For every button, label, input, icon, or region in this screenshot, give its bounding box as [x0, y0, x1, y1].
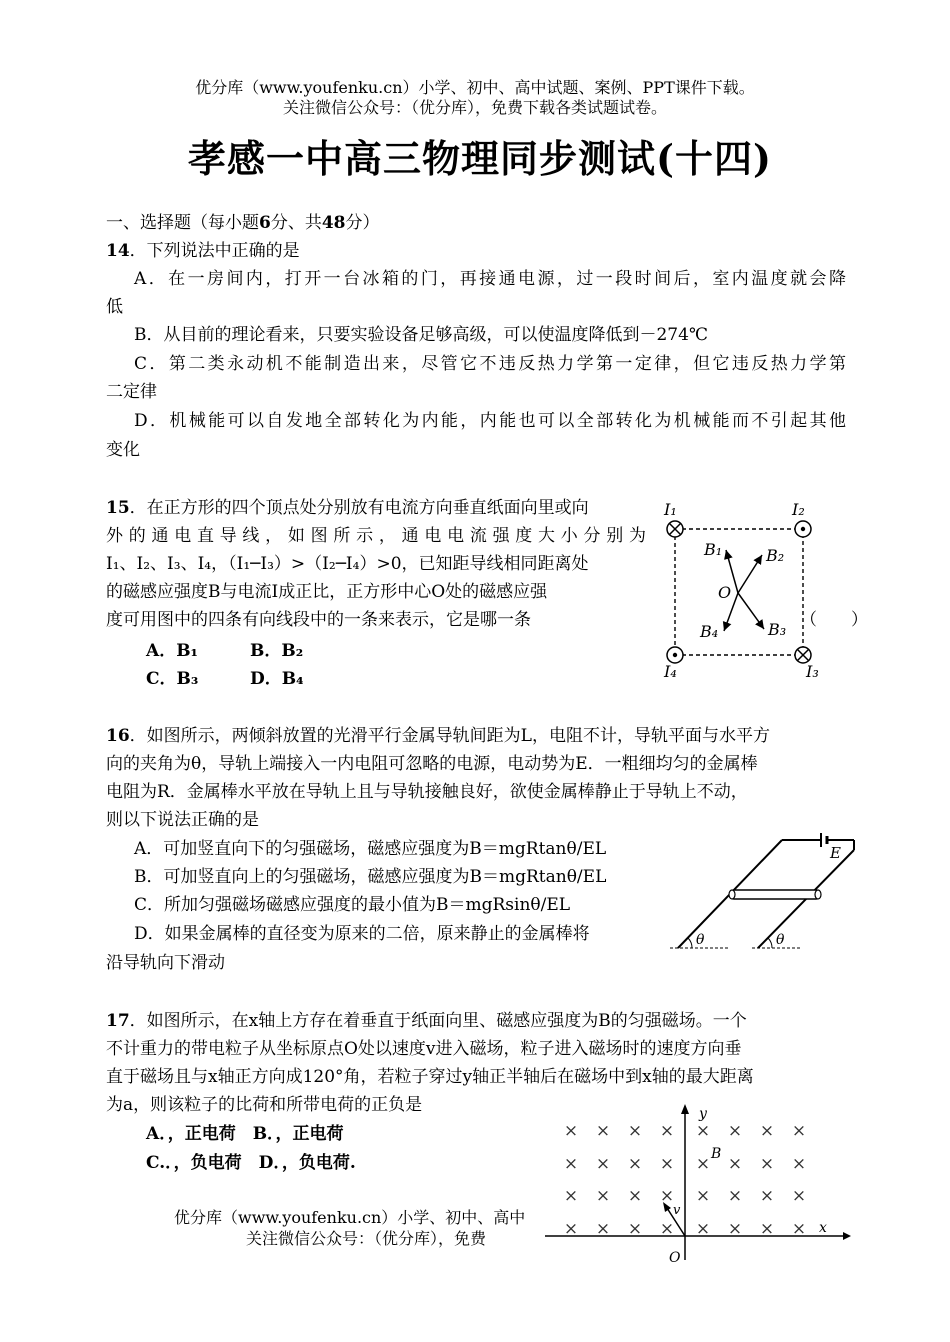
- field-cross: ×: [595, 1121, 611, 1141]
- vector-b2-arrow: [738, 555, 762, 593]
- q14-option-c-line1: C．第二类永动机不能制造出来，尽管它不违反热力学第一定律，但它违反热力学第: [134, 354, 846, 374]
- q16-option-c: C．所加匀强磁场磁感应强度的最小值为B＝mgRsinθ/EL: [134, 895, 571, 915]
- label-i1: I₁: [664, 500, 677, 519]
- field-cross: ×: [759, 1121, 775, 1141]
- q16-figure: [670, 830, 860, 960]
- field-cross: ×: [695, 1154, 711, 1174]
- q17-figure: [545, 1098, 855, 1268]
- angle-arc-right: [768, 938, 772, 948]
- section-heading: [106, 210, 380, 237]
- q17-line1: [106, 1008, 747, 1035]
- q14-option-a-line2: 低: [106, 297, 123, 317]
- label-b4: B₄: [700, 622, 719, 641]
- field-cross: ×: [659, 1121, 675, 1141]
- field-cross: ×: [563, 1219, 579, 1239]
- page-title: 孝感一中高三物理同步测试(十四): [188, 136, 772, 181]
- q15-line2: 外的通电直导线，如图所示，通电电流强度大小分别为: [106, 526, 646, 546]
- label-center-o: O: [718, 583, 732, 602]
- vector-b3-arrow: [738, 593, 764, 629]
- q15-line3: I₁、I₂、I₃、I₄，（I₁─I₃）>（I₂─I₄）>0，已知距导线相同距离处: [106, 554, 589, 574]
- field-cross: ×: [563, 1186, 579, 1206]
- wire-i4-out-of-page: [667, 647, 683, 663]
- label-theta-right: θ: [776, 932, 785, 948]
- field-cross: ×: [659, 1219, 675, 1239]
- field-cross: ×: [727, 1186, 743, 1206]
- q15-line4: 的磁感应强度B与电流I成正比，正方形中心O处的磁感应强: [106, 582, 548, 602]
- q14-option-d-line2: 变化: [106, 440, 140, 460]
- field-cross: ×: [791, 1186, 807, 1206]
- q15-number: 15: [106, 498, 130, 518]
- label-b2: B₂: [766, 546, 785, 565]
- field-cross: ×: [659, 1154, 675, 1174]
- q16-option-d-line2: 沿导轨向下滑动: [106, 953, 225, 973]
- field-cross: ×: [695, 1219, 711, 1239]
- field-cross: ×: [727, 1219, 743, 1239]
- q14-stem-text: ．下列说法中正确的是: [129, 241, 300, 261]
- q15-figure: [650, 495, 850, 685]
- q14-option-c-line2: 二定律: [106, 382, 157, 402]
- label-theta-left: θ: [696, 932, 705, 948]
- header-line-2: 关注微信公众号：（优分库），免费下载各类试题试卷。: [282, 98, 667, 117]
- label-i3: I₃: [806, 662, 819, 681]
- q14-option-a-line1: A．在一房间内，打开一台冰箱的门，再接通电源，过一段时间后，室内温度就会降: [134, 269, 846, 289]
- y-axis-arrowhead: [681, 1104, 689, 1114]
- q15-line1-text: ．在正方形的四个顶点处分别放有电流方向垂直纸面向里或向: [129, 498, 589, 518]
- q16-option-b: B．可加竖直向上的匀强磁场，磁感应强度为B＝mgRtanθ/EL: [134, 867, 607, 887]
- q14-stem: [106, 238, 300, 265]
- label-origin-o: O: [669, 1250, 681, 1266]
- field-cross: ×: [759, 1219, 775, 1239]
- section-pre: 一、选择题（每小题: [106, 213, 259, 233]
- wire-i2-out-of-page: [795, 521, 811, 537]
- rod-end-right: [815, 890, 821, 899]
- label-emf-e: E: [830, 844, 841, 862]
- q15-option-c: C．B₃: [146, 669, 199, 689]
- footer-line-2: 关注微信公众号：（优分库），免费: [246, 1229, 487, 1248]
- x-axis-arrowhead: [843, 1232, 851, 1240]
- label-field-b: B: [711, 1146, 722, 1162]
- q14-number: 14: [106, 241, 130, 261]
- q14-option-b: B．从目前的理论看来，只要实验设备足够高级，可以使温度降低到－274℃: [134, 325, 708, 345]
- section-mid: 分、共: [270, 213, 322, 233]
- field-cross: ×: [791, 1154, 807, 1174]
- q15-option-a: A．B₁: [146, 641, 199, 661]
- label-y-axis: y: [699, 1106, 707, 1122]
- field-cross: ×: [627, 1121, 643, 1141]
- field-cross: ×: [695, 1121, 711, 1141]
- q16-line2: 向的夹角为θ，导轨上端接入一内电阻可忽略的电源，电动势为E．一粗细均匀的金属棒: [106, 754, 758, 774]
- field-cross: ×: [595, 1186, 611, 1206]
- field-cross: ×: [595, 1154, 611, 1174]
- q17-line2: 不计重力的带电粒子从坐标原点O处以速度v进入磁场，粒子进入磁场时的速度方向垂: [106, 1039, 742, 1059]
- label-i4: I₄: [664, 662, 677, 681]
- q16-line1: [106, 723, 770, 750]
- section-post: 分）: [345, 213, 380, 233]
- wire-i3-into-page: [795, 647, 811, 663]
- field-cross: ×: [759, 1154, 775, 1174]
- angle-arc-left: [688, 938, 692, 948]
- field-cross: ×: [791, 1219, 807, 1239]
- field-cross: ×: [791, 1121, 807, 1141]
- field-cross: ×: [727, 1154, 743, 1174]
- header-line-1: 优分库（www.youfenku.cn）小学、初中、高中试题、案例、PPT课件下载。: [195, 78, 755, 97]
- section-n1: 6: [259, 213, 271, 233]
- q17-options-cd: C.．，负电荷 D．，负电荷.: [146, 1153, 356, 1173]
- field-cross: ×: [627, 1186, 643, 1206]
- q16-option-a: A．可加竖直向下的匀强磁场，磁感应强度为B＝mgRtanθ/EL: [134, 839, 607, 859]
- field-cross: ×: [627, 1219, 643, 1239]
- rod-end-left: [729, 890, 735, 899]
- q15-option-d: D．B₄: [250, 669, 304, 689]
- footer-line-1: 优分库（www.youfenku.cn）小学、初中、高中: [174, 1208, 526, 1227]
- section-n2: 48: [321, 213, 346, 233]
- field-cross: ×: [595, 1219, 611, 1239]
- label-i2: I₂: [792, 500, 805, 519]
- q17-line1-text: ．如图所示，在x轴上方存在着垂直于纸面向里、磁感应强度为B的匀强磁场。一个: [129, 1011, 747, 1031]
- label-b3: B₃: [768, 620, 787, 639]
- q16-option-d-line1: D．如果金属棒的直径变为原来的二倍，原来静止的金属棒将: [134, 924, 590, 944]
- q16-line3: 电阻为R．金属棒水平放在导轨上且与导轨接触良好，欲使金属棒静止于导轨上不动，: [106, 782, 748, 802]
- q14-option-d-line1: D．机械能可以自发地全部转化为内能，内能也可以全部转化为机械能而不引起其他: [134, 411, 846, 431]
- field-cross: ×: [563, 1121, 579, 1141]
- q17-line3: 直于磁场且与x轴正方向成120°角，若粒子穿过y轴正半轴后在磁场中到x轴的最大距离: [106, 1067, 754, 1087]
- q17-line4: 为a，则该粒子的比荷和所带电荷的正负是: [106, 1095, 423, 1115]
- label-x-axis: x: [819, 1220, 827, 1236]
- field-cross: ×: [563, 1154, 579, 1174]
- q15-answer-paren: （ ）: [800, 610, 868, 630]
- wire-i1-into-page: [667, 521, 683, 537]
- metal-rod: [730, 890, 820, 899]
- q16-line1-text: ．如图所示，两倾斜放置的光滑平行金属导轨间距为L，电阻不计，导轨平面与水平方: [129, 726, 770, 746]
- q15-option-b: B．B₂: [250, 641, 304, 661]
- q16-line4: 则以下说法正确的是: [106, 810, 259, 830]
- field-cross: ×: [759, 1186, 775, 1206]
- q15-line1: [106, 495, 646, 522]
- field-cross: ×: [727, 1121, 743, 1141]
- field-cross: ×: [695, 1186, 711, 1206]
- q17-number: 17: [106, 1011, 130, 1031]
- q17-options-ab: A．，正电荷 B．，正电荷: [146, 1124, 344, 1144]
- field-cross: ×: [659, 1186, 675, 1206]
- label-b1: B₁: [704, 540, 723, 559]
- label-velocity-v: v: [673, 1203, 681, 1218]
- field-cross: ×: [627, 1154, 643, 1174]
- q16-number: 16: [106, 726, 130, 746]
- q15-line5: 度可用图中的四条有向线段中的一条来表示，它是哪一条: [106, 610, 531, 630]
